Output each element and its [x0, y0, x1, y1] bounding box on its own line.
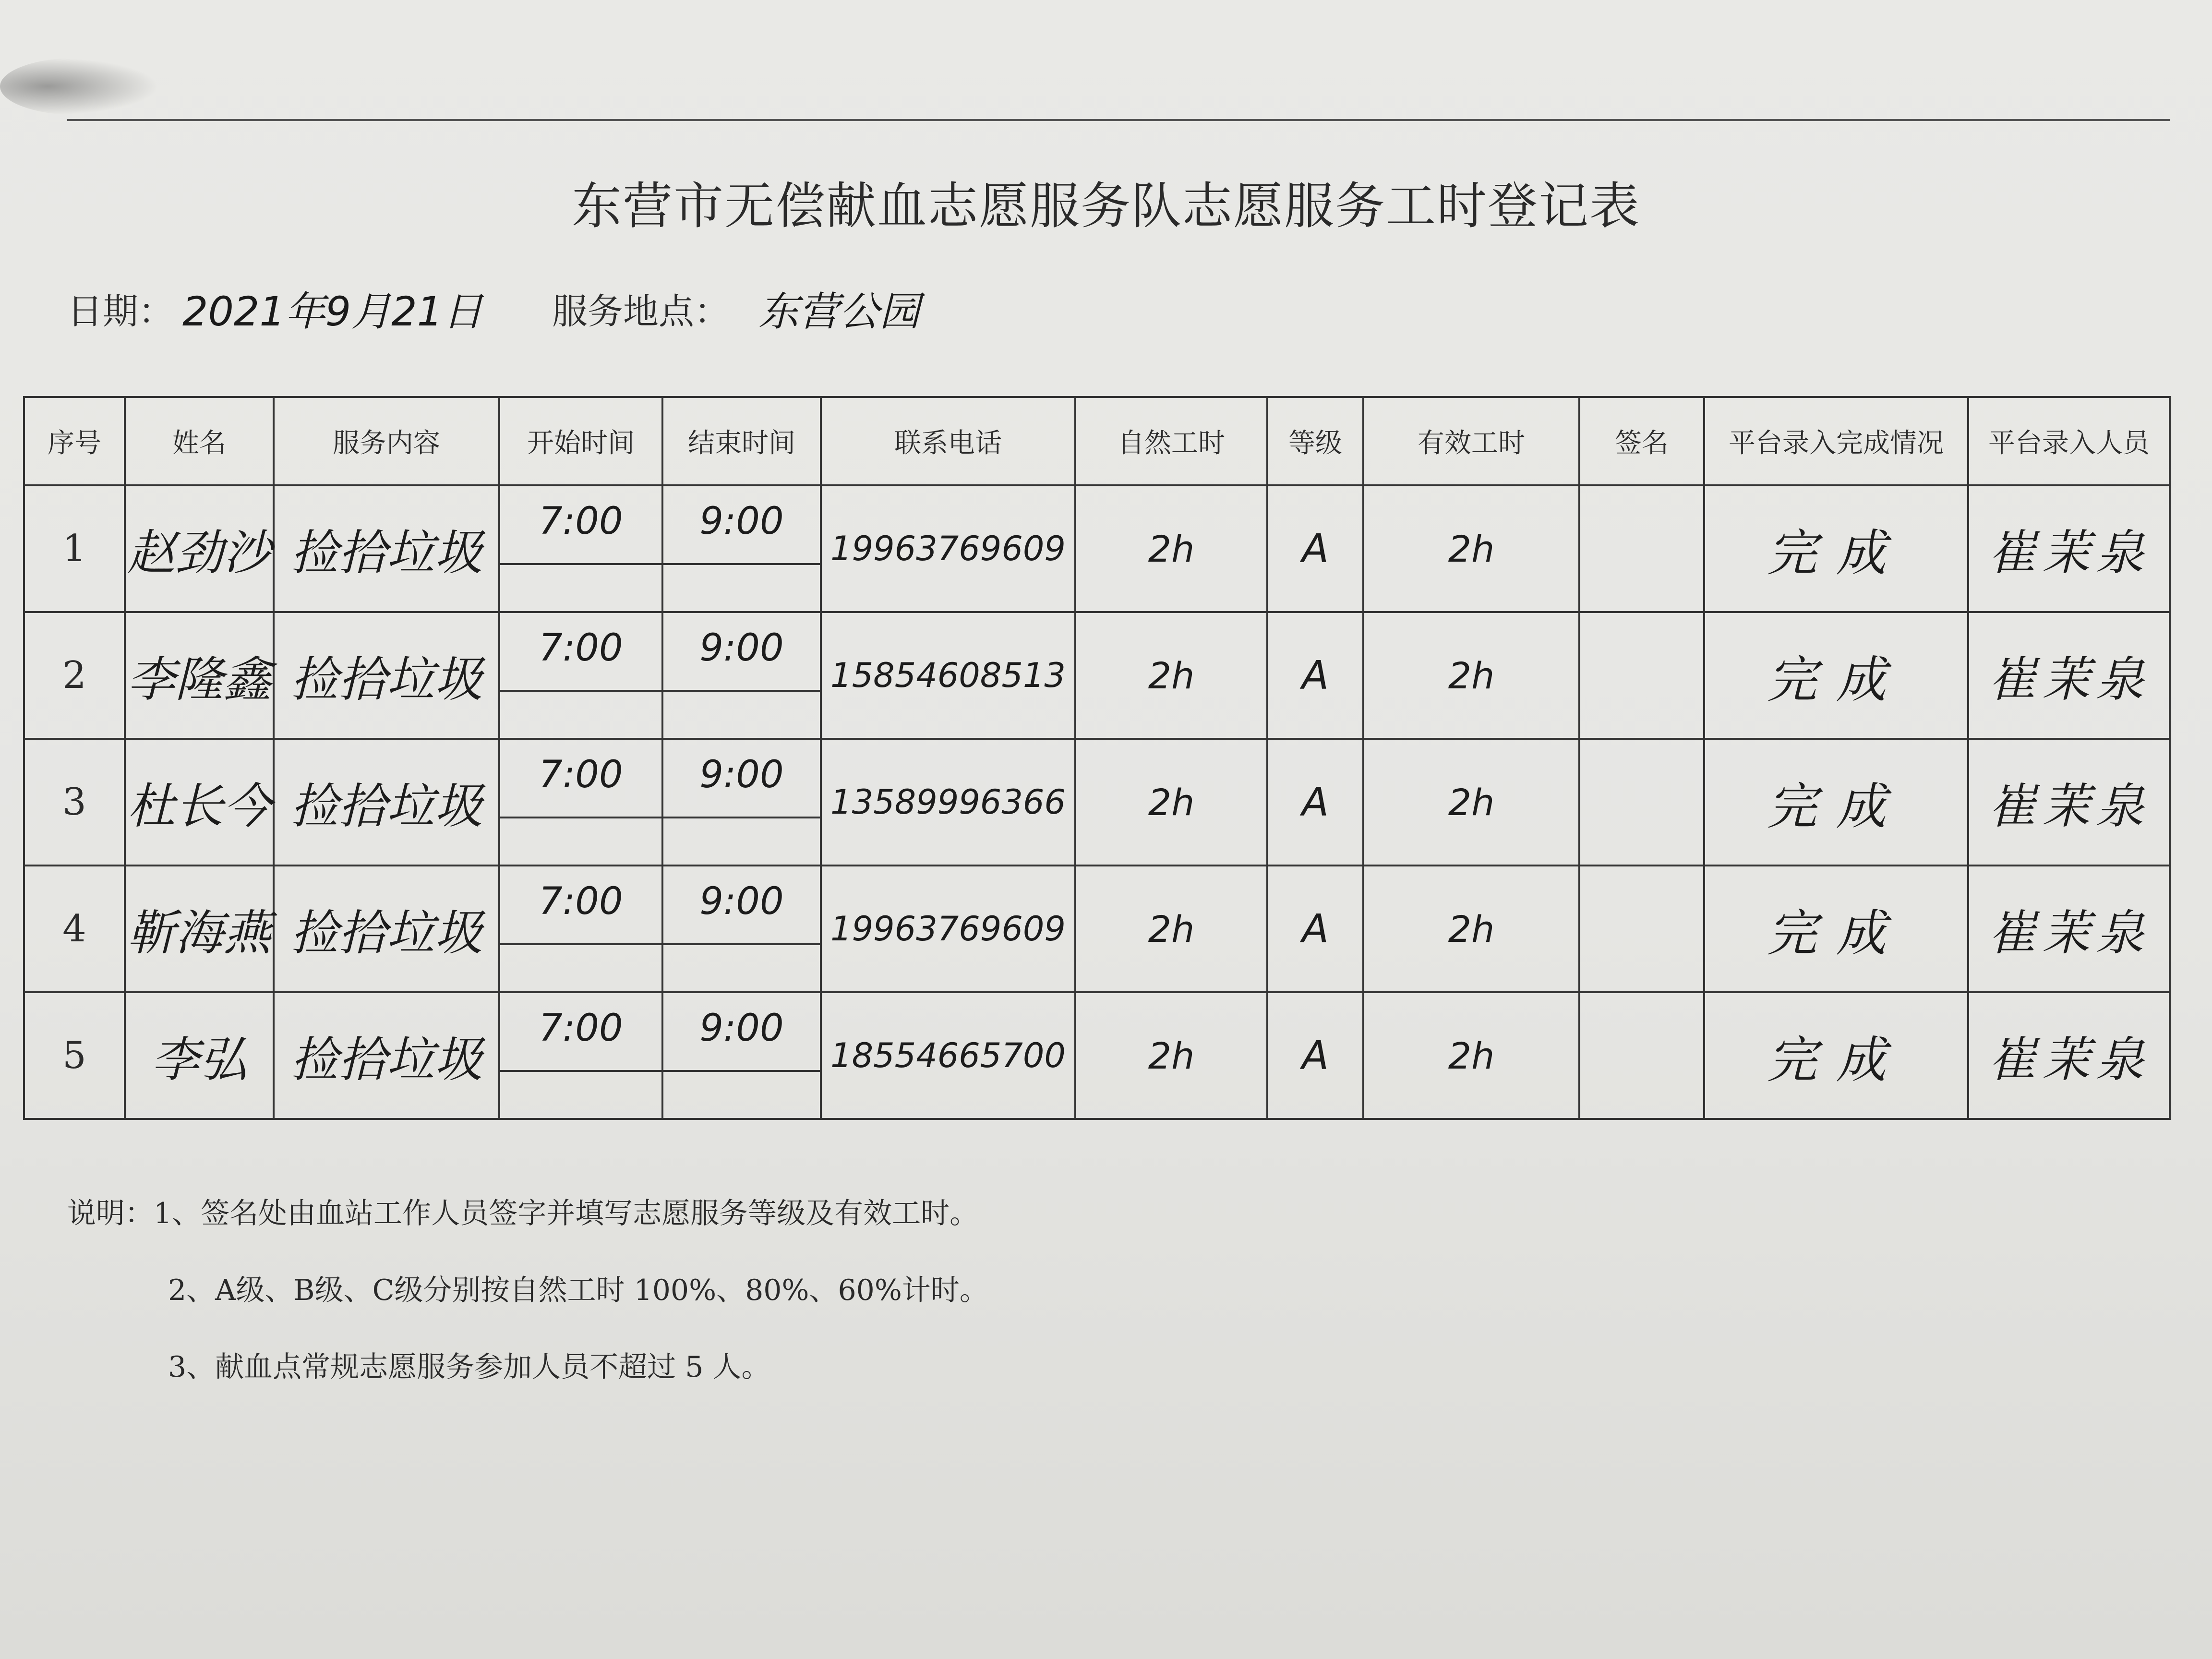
row-start-time: 7:00: [539, 1007, 623, 1050]
header-content: 服务内容: [274, 397, 499, 485]
row-content: 捡拾垃圾: [274, 866, 499, 992]
row-signature: [1579, 485, 1704, 612]
row-end-cell: [662, 866, 821, 992]
row-content: 捡拾垃圾: [274, 739, 499, 866]
table-row: [24, 866, 2170, 992]
header-name: 姓名: [125, 397, 274, 485]
top-rule-line: [67, 119, 2170, 121]
row-grade: A: [1267, 992, 1363, 1119]
table-row: [24, 992, 2170, 1119]
row-seq: 3: [24, 739, 125, 866]
row-effective-hours: 2h: [1363, 992, 1579, 1119]
row-platform-person: 崔茉泉: [1968, 739, 2170, 866]
row-grade: A: [1267, 866, 1363, 992]
row-end-time: 9:00: [699, 500, 784, 543]
location-value: 东营公园: [758, 288, 920, 335]
row-content: 捡拾垃圾: [274, 485, 499, 612]
row-phone: 19963769609: [821, 866, 1075, 992]
header-effective-hours: 有效工时: [1363, 397, 1579, 485]
time-split-line: [500, 817, 661, 818]
row-platform-person: 崔茉泉: [1968, 992, 2170, 1119]
row-grade: A: [1267, 739, 1363, 866]
row-grade: A: [1267, 612, 1363, 739]
row-grade: A: [1267, 485, 1363, 612]
registration-table: [23, 396, 2171, 1120]
row-start-time: 7:00: [539, 500, 623, 543]
row-seq: 2: [24, 612, 125, 739]
header-natural-hours: 自然工时: [1075, 397, 1267, 485]
row-platform-person: 崔茉泉: [1968, 866, 2170, 992]
row-seq: 4: [24, 866, 125, 992]
row-platform-status: 完成: [1704, 739, 1968, 866]
row-platform-person: 崔茉泉: [1968, 485, 2170, 612]
row-effective-hours: 2h: [1363, 739, 1579, 866]
note-line-3: 3、献血点常规志愿服务参加人员不超过 5 人。: [168, 1350, 770, 1384]
row-end-cell: [662, 992, 821, 1119]
note-line-1: 说明：1、签名处由血站工作人员签字并填写志愿服务等级及有效工时。: [67, 1197, 979, 1230]
note-line-2: 2、A级、B级、C级分别按自然工时 100%、80%、60%计时。: [168, 1274, 988, 1307]
row-platform-status: 完成: [1704, 485, 1968, 612]
row-start-cell: [499, 866, 662, 992]
time-split-line: [663, 817, 820, 818]
row-start-time: 7:00: [539, 626, 623, 670]
document-title: 东营市无偿献血志愿服务队志愿服务工时登记表: [571, 177, 1640, 235]
header-phone: 联系电话: [821, 397, 1075, 485]
time-split-line: [663, 943, 820, 945]
row-natural-hours: 2h: [1075, 739, 1267, 866]
row-phone: 15854608513: [821, 612, 1075, 739]
ink-smudge: [0, 58, 158, 115]
date-value: 2021年9月21日: [182, 288, 483, 335]
row-natural-hours: 2h: [1075, 612, 1267, 739]
header-signature: 签名: [1579, 397, 1704, 485]
row-name: 杜长今: [125, 739, 274, 866]
location-label: 服务地点：: [552, 291, 730, 332]
time-split-line: [500, 690, 661, 692]
row-start-cell: [499, 992, 662, 1119]
time-split-line: [663, 1070, 820, 1072]
row-end-cell: [662, 739, 821, 866]
row-natural-hours: 2h: [1075, 485, 1267, 612]
row-end-time: 9:00: [699, 1007, 784, 1050]
row-signature: [1579, 866, 1704, 992]
row-seq: 5: [24, 992, 125, 1119]
row-name: 赵劲沙: [125, 485, 274, 612]
row-effective-hours: 2h: [1363, 866, 1579, 992]
row-platform-status: 完成: [1704, 992, 1968, 1119]
table-row: [24, 739, 2170, 866]
row-phone: 13589996366: [821, 739, 1075, 866]
row-seq: 1: [24, 485, 125, 612]
time-split-line: [500, 943, 661, 945]
row-platform-person: 崔茉泉: [1968, 612, 2170, 739]
row-content: 捡拾垃圾: [274, 992, 499, 1119]
header-platform-status: 平台录入完成情况: [1704, 397, 1968, 485]
row-effective-hours: 2h: [1363, 485, 1579, 612]
row-end-time: 9:00: [699, 880, 784, 923]
time-split-line: [663, 563, 820, 565]
row-platform-status: 完成: [1704, 612, 1968, 739]
row-signature: [1579, 739, 1704, 866]
row-effective-hours: 2h: [1363, 612, 1579, 739]
time-split-line: [500, 563, 661, 565]
table-row: [24, 612, 2170, 739]
row-end-time: 9:00: [699, 753, 784, 796]
table-header-row: [24, 397, 2170, 485]
time-split-line: [500, 1070, 661, 1072]
row-phone: 18554665700: [821, 992, 1075, 1119]
row-end-cell: [662, 485, 821, 612]
header-grade: 等级: [1267, 397, 1363, 485]
row-platform-status: 完成: [1704, 866, 1968, 992]
header-end-time: 结束时间: [662, 397, 821, 485]
time-split-line: [663, 690, 820, 692]
row-natural-hours: 2h: [1075, 866, 1267, 992]
table-row: [24, 485, 2170, 612]
row-content: 捡拾垃圾: [274, 612, 499, 739]
row-natural-hours: 2h: [1075, 992, 1267, 1119]
row-name: 李弘: [125, 992, 274, 1119]
row-phone: 19963769609: [821, 485, 1075, 612]
row-start-time: 7:00: [539, 880, 623, 923]
row-signature: [1579, 612, 1704, 739]
header-seq: 序号: [24, 397, 125, 485]
row-start-time: 7:00: [539, 753, 623, 796]
header-platform-person: 平台录入人员: [1968, 397, 2170, 485]
row-start-cell: [499, 739, 662, 866]
row-end-time: 9:00: [699, 626, 784, 670]
row-signature: [1579, 992, 1704, 1119]
row-end-cell: [662, 612, 821, 739]
row-start-cell: [499, 612, 662, 739]
row-name: 李隆鑫: [125, 612, 274, 739]
date-label: 日期：: [67, 291, 174, 332]
row-start-cell: [499, 485, 662, 612]
header-start-time: 开始时间: [499, 397, 662, 485]
row-name: 靳海燕: [125, 866, 274, 992]
